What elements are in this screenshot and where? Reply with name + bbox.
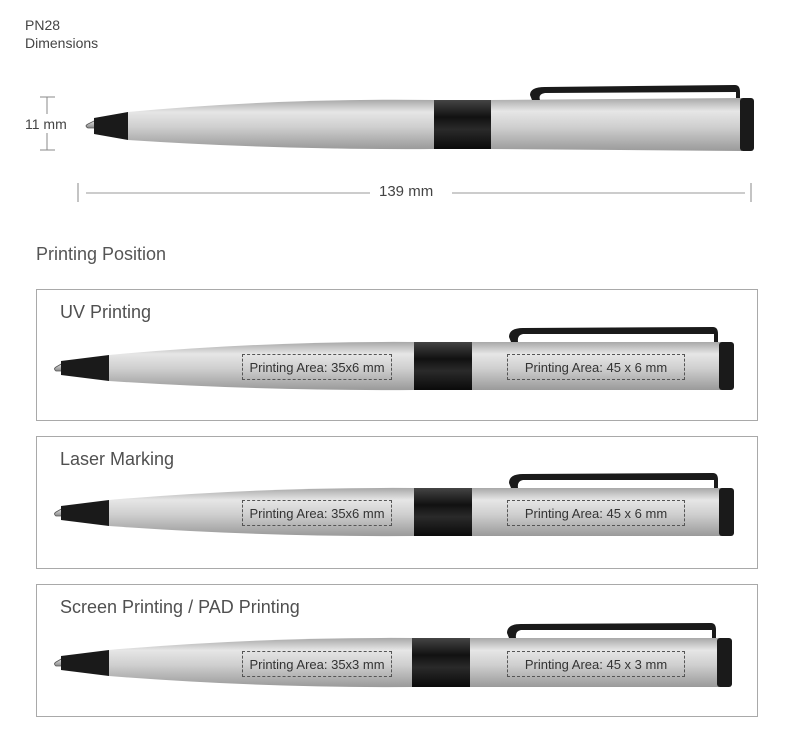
pen-clip — [530, 85, 740, 100]
length-dimension: 139 mm — [379, 183, 434, 200]
method-title: Laser Marking — [60, 449, 175, 469]
pen-cone — [94, 112, 128, 140]
pen-center-band — [434, 100, 491, 149]
printing-area-left: Printing Area: 35x6 mm — [242, 354, 392, 380]
pen-top — [86, 85, 754, 151]
printing-area-left: Printing Area: 35x6 mm — [242, 500, 392, 526]
printing-area-left: Printing Area: 35x3 mm — [242, 651, 392, 677]
printing-area-right: Printing Area: 45 x 6 mm — [507, 500, 685, 526]
dimensions-label: Dimensions — [25, 35, 99, 51]
method-title: UV Printing — [60, 302, 152, 322]
method-box-uv — [36, 289, 758, 421]
pen-upper-barrel — [491, 98, 742, 151]
printing-position-title: Printing Position — [36, 244, 167, 264]
method-box-laser — [36, 436, 758, 569]
pen-end-cap — [740, 98, 754, 151]
method-box-screen-pad — [36, 584, 758, 717]
method-title: Screen Printing / PAD Printing — [60, 597, 300, 617]
product-code: PN28 — [25, 17, 61, 33]
printing-area-right: Printing Area: 45 x 3 mm — [507, 651, 685, 677]
height-dimension: 11 mm — [25, 116, 67, 132]
pen-lower-barrel — [128, 100, 434, 149]
printing-area-right: Printing Area: 45 x 6 mm — [507, 354, 685, 380]
